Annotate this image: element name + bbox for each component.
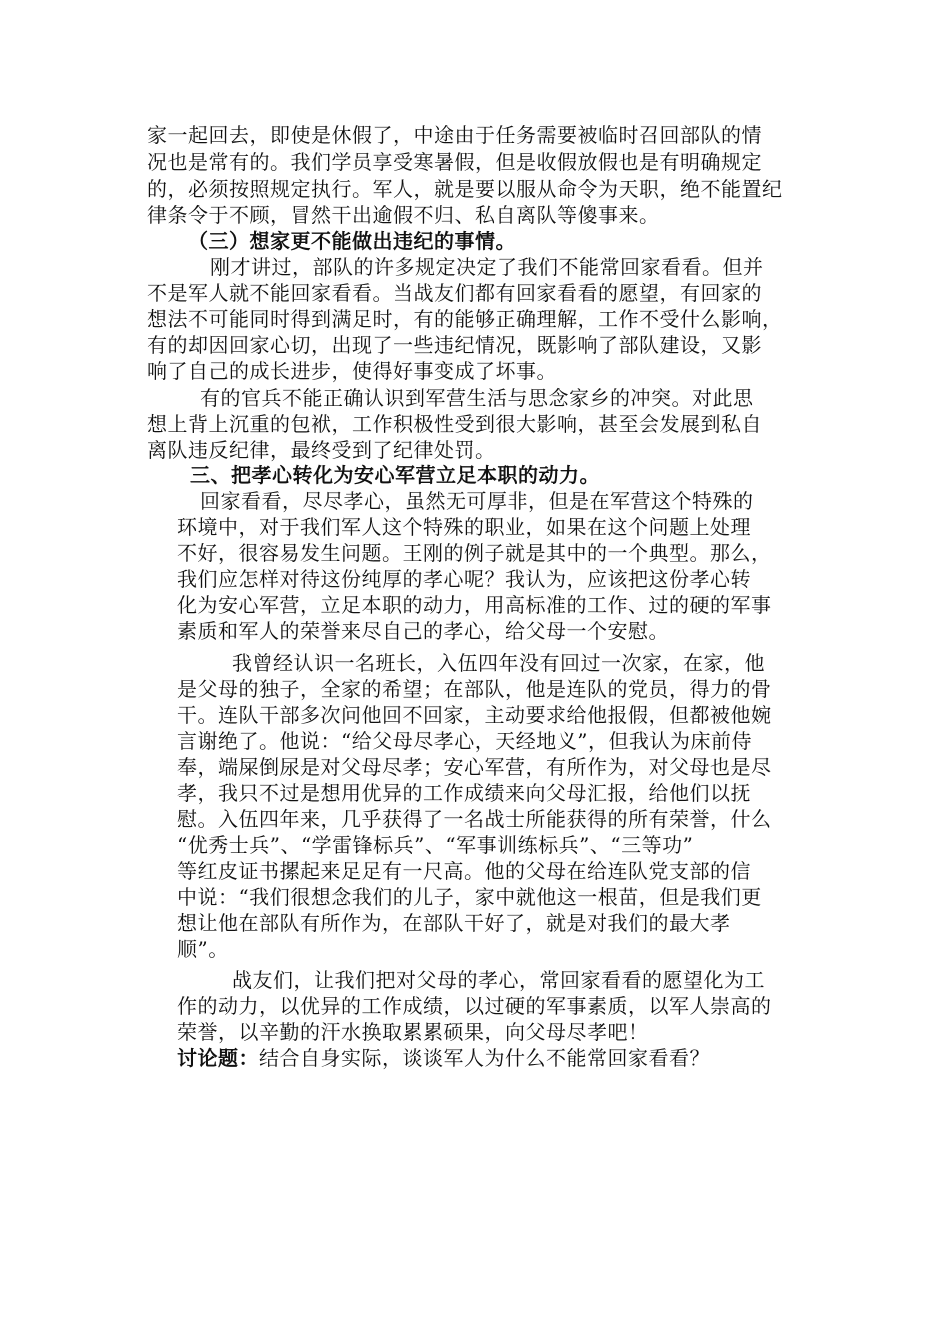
paragraph-line: 中说：“我们很想念我们的儿子，家中就他这一根苗，但是我们更	[177, 885, 762, 909]
paragraph-line: 战友们，让我们把对父母的孝心，常回家看看的愿望化为工	[232, 968, 765, 992]
paragraph-line: 律条令于不顾，冒然干出逾假不归、私自离队等傻事来。	[147, 203, 660, 227]
paragraph-line: 有的却因回家心切，出现了一些违纪情况，既影响了部队建设，又影	[147, 333, 762, 357]
paragraph-line: 的，必须按照规定执行。军人，就是要以服从命令为天职，绝不能置纪	[147, 177, 783, 201]
paragraph-line: 慰。入伍四年来，几乎获得了一名战士所能获得的所有荣誉，什么	[177, 807, 772, 831]
paragraph-line: 不好，很容易发生问题。王刚的例子就是其中的一个典型。那么，	[177, 541, 772, 565]
paragraph-line: 想上背上沉重的包袱，工作积极性受到很大影响，甚至会发展到私自	[147, 412, 762, 436]
paragraph-line: 环境中，对于我们军人这个特殊的职业，如果在这个问题上处理	[177, 515, 751, 539]
paragraph-line: 言谢绝了。他说：“给父母尽孝心，天经地义”，但我认为床前侍	[177, 729, 752, 753]
paragraph-line: 离队违反纪律，最终受到了纪律处罚。	[147, 438, 496, 462]
paragraph-line: 是父母的独子，全家的希望；在部队，他是连队的党员，得力的骨	[177, 677, 772, 701]
paragraph-line: 化为安心军营，立足本职的动力，用高标准的工作、过的硬的军事	[177, 593, 772, 617]
paragraph-line: 想法不可能同时得到满足时，有的能够正确理解，工作不受什么影响，	[147, 307, 783, 331]
paragraph-line: 况也是常有的。我们学员享受寒暑假，但是收假放假也是有明确规定	[147, 150, 762, 174]
paragraph-line: 干。连队干部多次问他回不回家，主动要求给他报假，但都被他婉	[177, 703, 772, 727]
paragraph-line: 作的动力，以优异的工作成绩，以过硬的军事素质，以军人崇高的	[177, 994, 772, 1018]
paragraph-line: 孝，我只不过是想用优异的工作成绩来向父母汇报，给他们以抚	[177, 781, 751, 805]
discussion-label: 讨论题：	[177, 1046, 259, 1070]
paragraph-line: 有的官兵不能正确认识到军营生活与思念家乡的冲突。对此思	[200, 386, 754, 410]
paragraph-line: 素质和军人的荣誉来尽自己的孝心，给父母一个安慰。	[177, 619, 669, 643]
paragraph-line: 我曾经认识一名班长，入伍四年没有回过一次家，在家，他	[232, 651, 765, 675]
paragraph-line: 荣誉，以辛勤的汗水换取累累硕果，向父母尽孝吧！	[177, 1020, 649, 1044]
paragraph-line: 我们应怎样对待这份纯厚的孝心呢？我认为，应该把这份孝心转	[177, 567, 751, 591]
paragraph-line: 等红皮证书摞起来足足有一尺高。他的父母在给连队党支部的信	[177, 859, 751, 883]
paragraph-line: 回家看看，尽尽孝心，虽然无可厚非，但是在军营这个特殊的	[200, 489, 754, 513]
paragraph-line: 想让他在部队有所作为，在部队干好了，就是对我们的最大孝	[177, 911, 731, 935]
paragraph-line: 响了自己的成长进步，使得好事变成了坏事。	[147, 359, 557, 383]
discussion-question	[177, 1045, 710, 1071]
paragraph-line: “优秀士兵”、“学雷锋标兵”、“军事训练标兵”、“三等功”	[177, 833, 694, 857]
paragraph-line: 奉，端屎倒尿是对父母尽孝；安心军营，有所作为，对父母也是尽	[177, 755, 772, 779]
section-heading: （三）想家更不能做出违纪的事情。	[188, 229, 516, 253]
discussion-text: 结合自身实际，谈谈军人为什么不能常回家看看？	[259, 1046, 710, 1070]
section-heading: 三、把孝心转化为安心军营立足本职的动力。	[190, 463, 600, 487]
paragraph-line: 刚才讲过，部队的许多规定决定了我们不能常回家看看。但并	[210, 255, 764, 279]
paragraph-line: 顺”。	[177, 937, 229, 961]
paragraph-line: 不是军人就不能回家看看。当战友们都有回家看看的愿望，有回家的	[147, 281, 762, 305]
paragraph-line: 家一起回去，即使是休假了，中途由于任务需要被临时召回部队的情	[147, 123, 762, 147]
